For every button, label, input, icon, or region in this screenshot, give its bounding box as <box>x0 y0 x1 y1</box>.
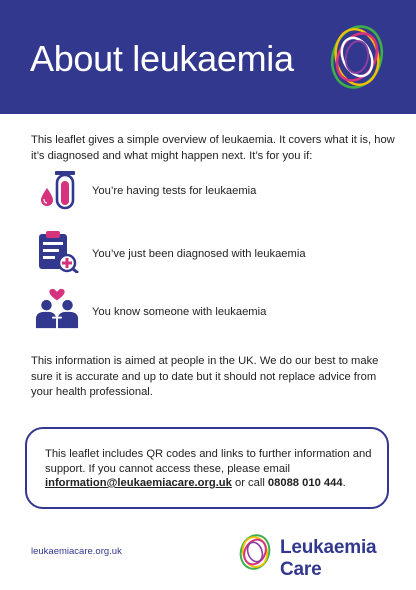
leukaemia-care-logo-icon <box>329 23 385 91</box>
contact-text-end: . <box>342 477 346 489</box>
contact-box-text <box>45 447 375 491</box>
brand-name: Leukaemia Care <box>280 537 377 580</box>
contact-text-middle: or call <box>231 477 268 489</box>
contact-text-intro: This leaflet includes QR codes and links to further information and support. If you cannot access these, please email <box>45 448 372 475</box>
clipboard-diagnosis-icon <box>36 229 80 273</box>
header-banner <box>0 0 416 114</box>
people-heart-icon <box>35 287 79 331</box>
page-title: About leukaemia <box>30 38 294 79</box>
intro-text: This leaflet gives a simple overview of leukaemia. It covers what it is, how it’s diagnosed and what might happen next. It’s for you if: <box>31 134 395 162</box>
email-link[interactable]: information@leukaemiacare.org.uk <box>45 477 232 489</box>
item-know-someone: You know someone with leukaemia <box>92 306 267 318</box>
item-tests: You’re having tests for leukaemia <box>92 185 257 197</box>
website-link[interactable]: leukaemiacare.org.uk <box>31 546 122 557</box>
phone-number[interactable]: 08088 010 444 <box>267 477 343 489</box>
info-paragraph: This information is aimed at people in the UK. We do our best to make sure it is accurate and up to date but it should not replace advice from your health professional. <box>31 355 379 398</box>
brand-logo-icon <box>238 533 272 571</box>
test-tube-icon <box>38 170 82 214</box>
item-diagnosed: You’ve just been diagnosed with leukaemia <box>92 248 306 260</box>
